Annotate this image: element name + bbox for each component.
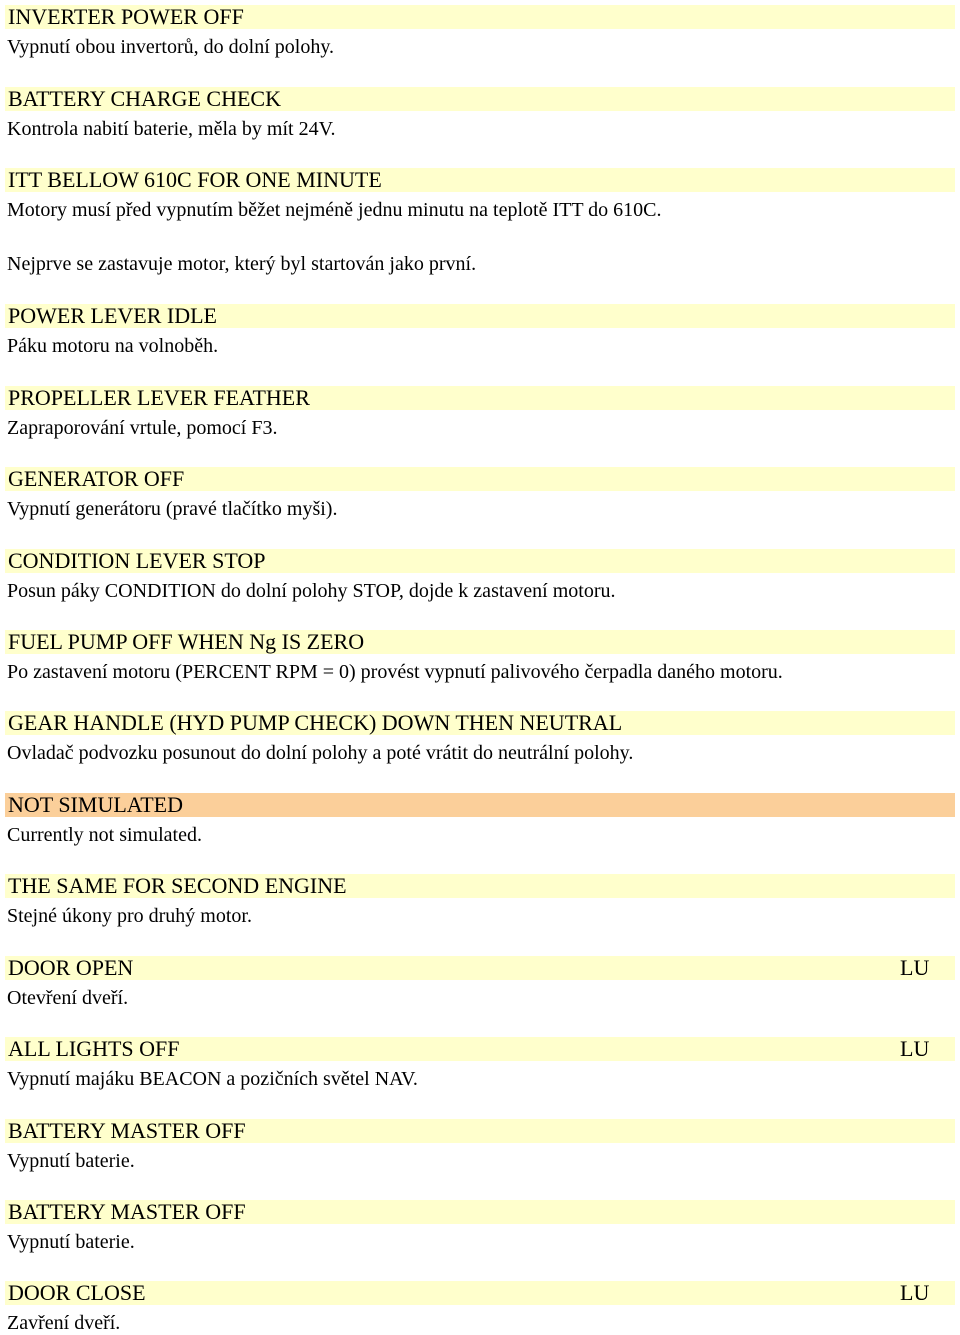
item-description: Vypnutí generátoru (pravé tlačítko myši). xyxy=(7,498,338,520)
item-command: CONDITION LEVER STOP xyxy=(8,548,266,573)
item-header xyxy=(5,87,955,111)
item-header xyxy=(5,956,955,980)
item-description: Vypnutí baterie. xyxy=(7,1150,135,1172)
item-command: PROPELLER LEVER FEATHER xyxy=(8,385,310,410)
item-command: DOOR CLOSE xyxy=(8,1280,146,1305)
item-tag: LU xyxy=(900,1036,930,1061)
item-header xyxy=(5,1200,955,1224)
item-command: GENERATOR OFF xyxy=(8,466,185,491)
item-description: Motory musí před vypnutím běžet nejméně jednu minutu na teplotě ITT do 610C. xyxy=(7,199,662,221)
item-command: GEAR HANDLE (HYD PUMP CHECK) DOWN THEN NEUTRAL xyxy=(8,710,623,735)
item-header xyxy=(5,1037,955,1061)
item-description: Kontrola nabití baterie, měla by mít 24V. xyxy=(7,118,336,140)
item-header xyxy=(5,168,955,192)
item-header xyxy=(5,1119,955,1143)
item-description: Vypnutí baterie. xyxy=(7,1231,135,1253)
item-description: Po zastavení motoru (PERCENT RPM = 0) provést vypnutí palivového čerpadla daného motoru. xyxy=(7,661,783,683)
item-description: Vypnutí obou invertorů, do dolní polohy. xyxy=(7,36,335,58)
item-command: BATTERY MASTER OFF xyxy=(8,1199,246,1224)
item-header xyxy=(5,630,955,654)
item-command: BATTERY MASTER OFF xyxy=(8,1118,246,1143)
item-description: Currently not simulated. xyxy=(7,824,202,846)
item-header xyxy=(5,5,955,29)
item-header xyxy=(5,386,955,410)
item-description: Stejné úkony pro druhý motor. xyxy=(7,905,252,927)
item-tag: LU xyxy=(900,955,930,980)
item-description: Zapraporování vrtule, pomocí F3. xyxy=(7,417,278,439)
item-description: Zavření dveří. xyxy=(7,1312,121,1334)
item-header xyxy=(5,1281,955,1305)
item-header xyxy=(5,467,955,491)
item-command: NOT SIMULATED xyxy=(8,792,183,817)
item-command: ALL LIGHTS OFF xyxy=(8,1036,180,1061)
item-description: Posun páky CONDITION do dolní polohy STOP, dojde k zastavení motoru. xyxy=(7,580,616,602)
item-description: Ovladač podvozku posunout do dolní polohy a poté vrátit do neutrální polohy. xyxy=(7,742,634,764)
item-header xyxy=(5,874,955,898)
item-command: DOOR OPEN xyxy=(8,955,134,980)
item-command: THE SAME FOR SECOND ENGINE xyxy=(8,873,347,898)
item-tag: LU xyxy=(900,1280,930,1305)
item-description: Otevření dveří. xyxy=(7,987,129,1009)
item-command: BATTERY CHARGE CHECK xyxy=(8,86,281,111)
item-command: ITT BELLOW 610C FOR ONE MINUTE xyxy=(8,167,382,192)
item-header xyxy=(5,304,955,328)
item-description: Vypnutí majáku BEACON a pozičních světel NAV. xyxy=(7,1068,418,1090)
item-header xyxy=(5,711,955,735)
item-command: POWER LEVER IDLE xyxy=(8,303,217,328)
item-note: Nejprve se zastavuje motor, který byl startován jako první. xyxy=(7,253,477,275)
item-header-warning xyxy=(5,793,955,817)
item-command: INVERTER POWER OFF xyxy=(8,4,244,29)
item-command: FUEL PUMP OFF WHEN Ng IS ZERO xyxy=(8,629,365,654)
item-description: Páku motoru na volnoběh. xyxy=(7,335,219,357)
item-header xyxy=(5,549,955,573)
